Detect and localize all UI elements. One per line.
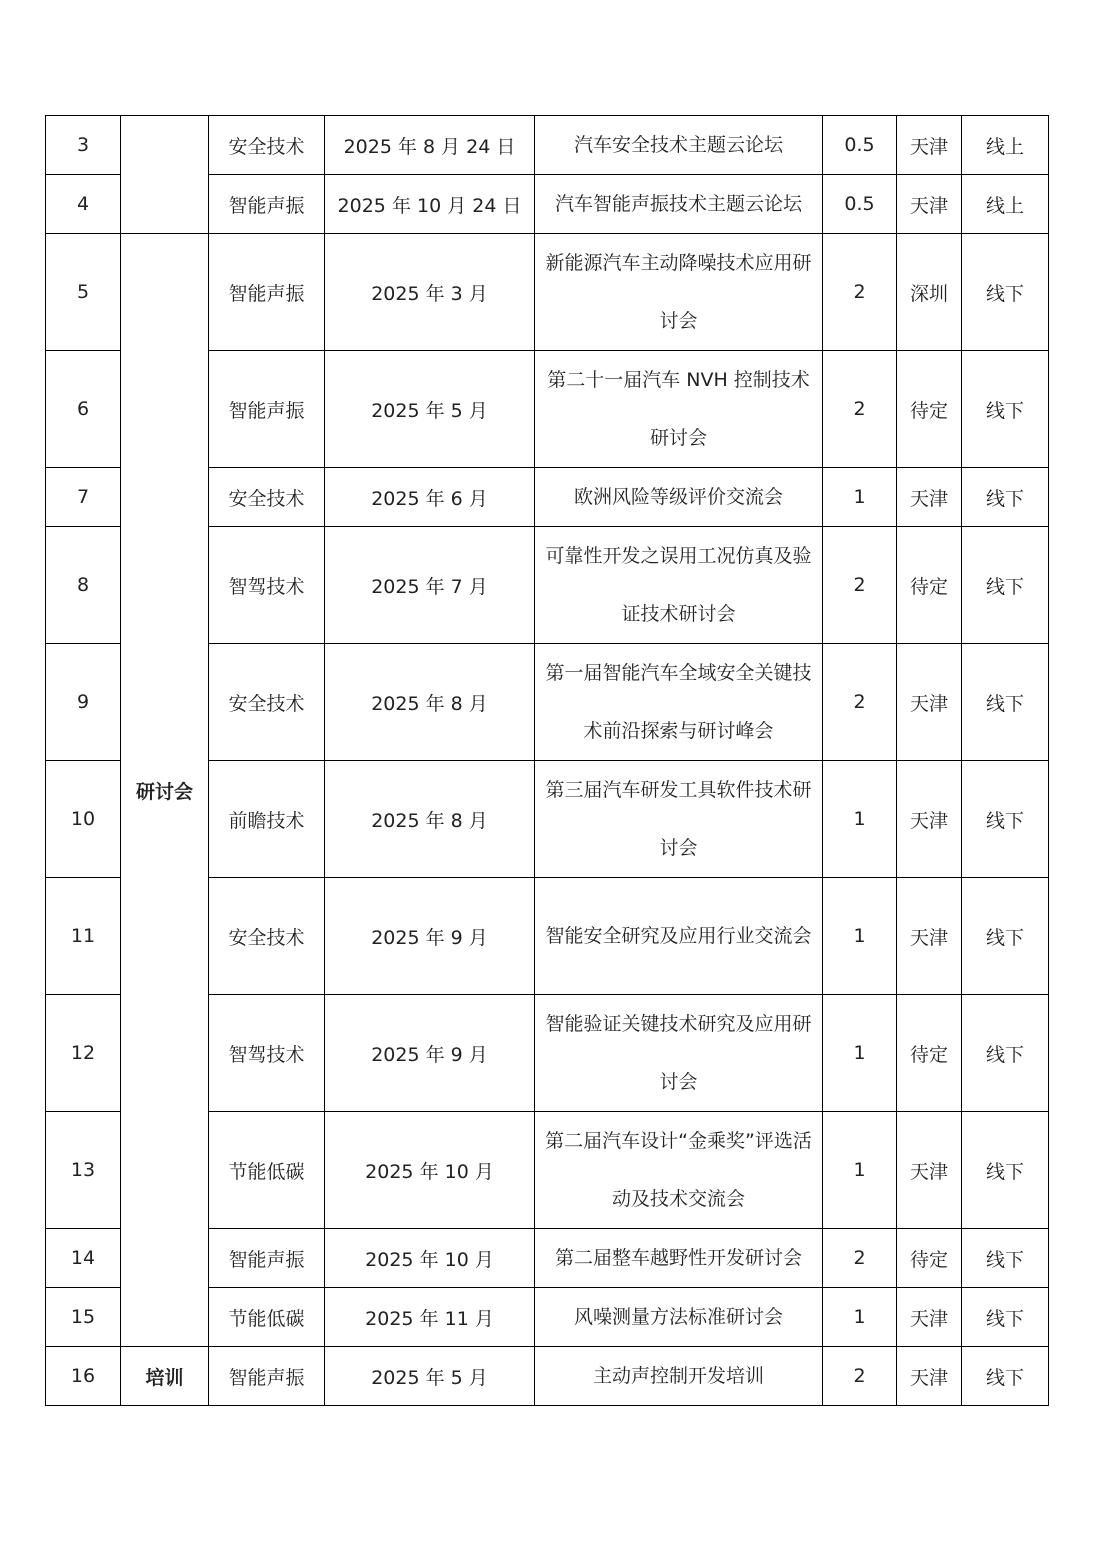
mode-cell: 线下 (962, 995, 1049, 1112)
event-name-cell: 风噪测量方法标准研讨会 (535, 1288, 823, 1347)
duration-cell: 2 (823, 1347, 897, 1406)
mode-cell: 线下 (962, 351, 1049, 468)
mode-cell: 线下 (962, 1288, 1049, 1347)
category-cell-online (121, 116, 209, 234)
event-name-cell: 汽车智能声振技术主题云论坛 (535, 175, 823, 234)
row-number: 9 (46, 644, 121, 761)
date-cell: 2025 年 3 月 (325, 234, 535, 351)
field-cell: 节能低碳 (209, 1288, 325, 1347)
field-cell: 安全技术 (209, 116, 325, 175)
mode-cell: 线下 (962, 644, 1049, 761)
date-cell: 2025 年 9 月 (325, 878, 535, 995)
duration-cell: 2 (823, 527, 897, 644)
field-cell: 智驾技术 (209, 527, 325, 644)
row-number: 16 (46, 1347, 121, 1406)
row-number: 13 (46, 1112, 121, 1229)
field-cell: 智能声振 (209, 351, 325, 468)
event-schedule-table (45, 115, 1049, 1406)
duration-cell: 0.5 (823, 175, 897, 234)
duration-cell: 1 (823, 1288, 897, 1347)
field-cell: 智能声振 (209, 175, 325, 234)
row-number: 11 (46, 878, 121, 995)
duration-cell: 1 (823, 995, 897, 1112)
field-cell: 安全技术 (209, 468, 325, 527)
mode-cell: 线下 (962, 878, 1049, 995)
city-cell: 待定 (897, 527, 962, 644)
city-cell: 天津 (897, 1112, 962, 1229)
duration-cell: 2 (823, 1229, 897, 1288)
field-cell: 安全技术 (209, 878, 325, 995)
row-number: 8 (46, 527, 121, 644)
category-cell-training: 培训 (121, 1347, 209, 1406)
event-name-cell: 可靠性开发之误用工况仿真及验证技术研讨会 (535, 527, 823, 644)
row-number: 3 (46, 116, 121, 175)
date-cell: 2025 年 10 月 (325, 1112, 535, 1229)
mode-cell: 线下 (962, 1347, 1049, 1406)
event-name-cell: 主动声控制开发培训 (535, 1347, 823, 1406)
table-row (46, 1347, 1049, 1406)
mode-cell: 线下 (962, 761, 1049, 878)
event-name-cell: 第二届汽车设计“金乘奖”评选活动及技术交流会 (535, 1112, 823, 1229)
city-cell: 天津 (897, 175, 962, 234)
duration-cell: 1 (823, 761, 897, 878)
table-row (46, 234, 1049, 351)
row-number: 14 (46, 1229, 121, 1288)
duration-cell: 2 (823, 234, 897, 351)
row-number: 7 (46, 468, 121, 527)
event-name-cell: 新能源汽车主动降噪技术应用研讨会 (535, 234, 823, 351)
city-cell: 天津 (897, 468, 962, 527)
date-cell: 2025 年 5 月 (325, 1347, 535, 1406)
city-cell: 天津 (897, 878, 962, 995)
date-cell: 2025 年 11 月 (325, 1288, 535, 1347)
event-name-cell: 第一届智能汽车全域安全关键技术前沿探索与研讨峰会 (535, 644, 823, 761)
mode-cell: 线下 (962, 234, 1049, 351)
city-cell: 天津 (897, 116, 962, 175)
table-row (46, 116, 1049, 175)
city-cell: 天津 (897, 1288, 962, 1347)
row-number: 5 (46, 234, 121, 351)
field-cell: 安全技术 (209, 644, 325, 761)
duration-cell: 1 (823, 468, 897, 527)
date-cell: 2025 年 8 月 (325, 644, 535, 761)
field-cell: 智能声振 (209, 1229, 325, 1288)
event-name-cell: 汽车安全技术主题云论坛 (535, 116, 823, 175)
field-cell: 智能声振 (209, 234, 325, 351)
city-cell: 天津 (897, 644, 962, 761)
field-cell: 智驾技术 (209, 995, 325, 1112)
date-cell: 2025 年 8 月 24 日 (325, 116, 535, 175)
row-number: 4 (46, 175, 121, 234)
row-number: 10 (46, 761, 121, 878)
city-cell: 待定 (897, 351, 962, 468)
field-cell: 节能低碳 (209, 1112, 325, 1229)
date-cell: 2025 年 5 月 (325, 351, 535, 468)
event-name-cell: 第二届整车越野性开发研讨会 (535, 1229, 823, 1288)
row-number: 12 (46, 995, 121, 1112)
date-cell: 2025 年 10 月 (325, 1229, 535, 1288)
date-cell: 2025 年 8 月 (325, 761, 535, 878)
date-cell: 2025 年 10 月 24 日 (325, 175, 535, 234)
mode-cell: 线下 (962, 1112, 1049, 1229)
date-cell: 2025 年 7 月 (325, 527, 535, 644)
city-cell: 深圳 (897, 234, 962, 351)
row-number: 15 (46, 1288, 121, 1347)
field-cell: 智能声振 (209, 1347, 325, 1406)
duration-cell: 0.5 (823, 116, 897, 175)
duration-cell: 2 (823, 644, 897, 761)
duration-cell: 1 (823, 878, 897, 995)
category-cell-seminar: 研讨会 (121, 234, 209, 1347)
mode-cell: 线上 (962, 116, 1049, 175)
mode-cell: 线下 (962, 527, 1049, 644)
mode-cell: 线上 (962, 175, 1049, 234)
mode-cell: 线下 (962, 1229, 1049, 1288)
row-number: 6 (46, 351, 121, 468)
event-name-cell: 第二十一届汽车 NVH 控制技术研讨会 (535, 351, 823, 468)
city-cell: 天津 (897, 1347, 962, 1406)
event-name-cell: 智能安全研究及应用行业交流会 (535, 878, 823, 995)
mode-cell: 线下 (962, 468, 1049, 527)
event-name-cell: 第三届汽车研发工具软件技术研讨会 (535, 761, 823, 878)
city-cell: 待定 (897, 995, 962, 1112)
date-cell: 2025 年 6 月 (325, 468, 535, 527)
city-cell: 待定 (897, 1229, 962, 1288)
duration-cell: 1 (823, 1112, 897, 1229)
duration-cell: 2 (823, 351, 897, 468)
event-name-cell: 欧洲风险等级评价交流会 (535, 468, 823, 527)
field-cell: 前瞻技术 (209, 761, 325, 878)
event-name-cell: 智能验证关键技术研究及应用研讨会 (535, 995, 823, 1112)
city-cell: 天津 (897, 761, 962, 878)
date-cell: 2025 年 9 月 (325, 995, 535, 1112)
